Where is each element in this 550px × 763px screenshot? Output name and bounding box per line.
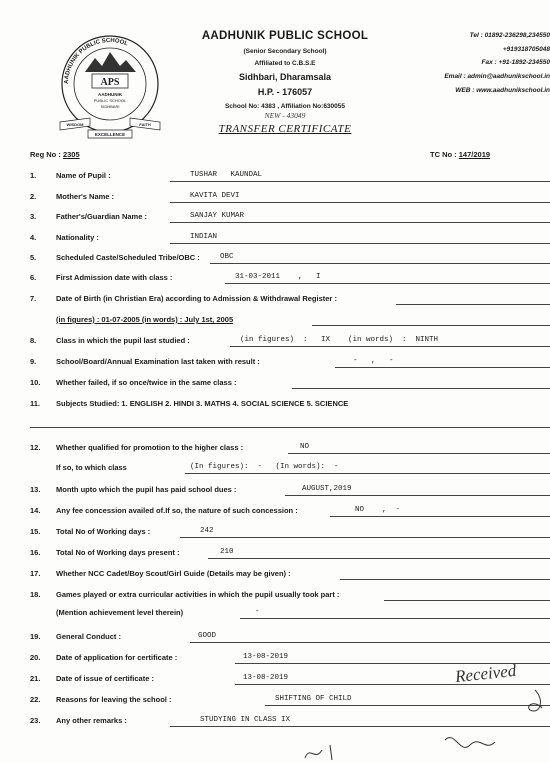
row-label: Reasons for leaving the school : <box>56 695 172 704</box>
row-label: Date of Birth (in Christian Era) according to Admission & Withdrawal Register : <box>56 294 337 303</box>
school-logo <box>50 22 170 154</box>
row-value: 13-08-2019 <box>243 674 289 682</box>
row-number: 9. <box>30 357 37 366</box>
row-label: Subjects Studied: 1. ENGLISH 2. HINDI 3. MATHS 4. SOCIAL SCIENCE 5. SCIENCE <box>56 399 349 408</box>
row-number: 15. <box>30 527 41 536</box>
logo-banner-right: FAITH <box>139 122 151 127</box>
logo-banner-bottom: EXCELLENCE <box>94 132 126 137</box>
row-label: First Admission date with class : <box>56 273 173 282</box>
row-label: School/Board/Annual Examination last taken with result : <box>56 357 260 366</box>
row-label: Name of Pupil : <box>56 171 111 180</box>
handwritten-number: NEW - 43049 <box>264 111 306 120</box>
row-label: Mother's Name : <box>56 192 115 201</box>
row-number: 10. <box>30 378 41 387</box>
reg-no-label: Reg No : <box>30 150 61 159</box>
certificate-title: TRANSFER CERTIFICATE <box>218 123 352 135</box>
logo-name-line: SIDHBARI <box>100 104 120 109</box>
tc-no <box>430 150 490 159</box>
row-number: 3. <box>30 212 37 221</box>
row-value: - , - <box>353 357 394 365</box>
state-pin: H.P. - 176057 <box>257 87 313 97</box>
reg-no <box>30 150 80 159</box>
row-value: AUGUST,2019 <box>302 485 352 493</box>
row-label: Class in which the pupil last studied : <box>56 336 190 345</box>
row-label: Date of issue of certificate : <box>56 674 154 683</box>
telephone: Tel : 01892-236298,234550 <box>469 32 550 39</box>
row-value: (in figures) : IX (in words) : NINTH <box>240 336 439 344</box>
row-number: 16. <box>30 548 41 557</box>
row-label: Date of application for certificate : <box>56 653 178 662</box>
row-label: Whether failed, if so once/twice in the same class : <box>56 378 237 387</box>
row-number: 13. <box>30 485 41 494</box>
logo-name-line: AADHUNIK <box>98 92 122 97</box>
row-value: NO , - <box>355 506 401 514</box>
row-number: 4. <box>30 233 37 242</box>
row-number: 7. <box>30 294 37 303</box>
fax: Fax : +91-1892-234550 <box>481 59 550 66</box>
logo-name-line: PUBLIC SCHOOL <box>93 98 127 103</box>
row-value: SHIFTING OF CHILD <box>275 695 352 703</box>
row-label: General Conduct : <box>56 632 122 641</box>
row-label: Games played or extra curricular activities in which the pupil usually took part : <box>56 590 340 599</box>
row-number: 19. <box>30 632 41 641</box>
row-label: Whether NCC Cadet/Boy Scout/Girl Guide (Details may be given) : <box>56 569 291 578</box>
affiliation: Affiliated to C.B.S.E <box>254 60 316 67</box>
row-label: (Mention achievement level therein) <box>56 608 184 617</box>
tc-no-value: 147/2019 <box>458 150 491 159</box>
row-value: - <box>255 608 260 616</box>
row-value: NO <box>300 443 310 451</box>
row-value: 242 <box>200 527 214 535</box>
row-value: INDIAN <box>190 233 218 241</box>
row-label: Whether qualified for promotion to the higher class : <box>56 443 244 452</box>
row-number: 1. <box>30 171 37 180</box>
signature-scribble <box>440 660 550 760</box>
school-name: AADHUNIK PUBLIC SCHOOL <box>201 30 369 42</box>
row-value: 13-08-2019 <box>243 653 289 661</box>
row-number: 17. <box>30 569 41 578</box>
row-label: Any fee concession availed of.If so, the nature of such concession : <box>56 506 298 515</box>
row-label: Father's/Guardian Name : <box>56 212 147 221</box>
received-note: Received <box>454 660 518 687</box>
row-value: GOOD <box>198 632 217 640</box>
row-label: Scheduled Caste/Scheduled Tribe/OBC : <box>56 253 200 262</box>
row-number: 20. <box>30 653 41 662</box>
school-level: (Senior Secondary School) <box>243 48 327 55</box>
row-value: KAVITA DEVI <box>190 192 240 200</box>
address: Sidhbari, Dharamsala <box>238 72 332 82</box>
logo-initials: APS <box>100 77 120 88</box>
row-number: 22. <box>30 695 41 704</box>
signature-scribble <box>300 740 360 763</box>
row-number: 23. <box>30 716 41 725</box>
row-number: 21. <box>30 674 41 683</box>
website: WEB : www.aadhunikschool.in <box>455 87 550 94</box>
tc-no-label: TC No : <box>430 150 457 159</box>
row-value: STUDYING IN CLASS IX <box>200 716 291 724</box>
row-label: Any other remarks : <box>56 716 127 725</box>
row-label: (in figures) : 01-07-2005 (in words) : July 1st, 2005 <box>56 315 234 324</box>
school-number: School No: 4383 , Affiliation No:630055 <box>224 103 346 110</box>
row-number: 18. <box>30 590 41 599</box>
row-label: Total No of Working days present : <box>56 548 180 557</box>
mobile: +919318705048 <box>502 46 550 53</box>
row-value: SANJAY KUMAR <box>190 212 245 220</box>
row-value: 210 <box>220 548 234 556</box>
row-number: 6. <box>30 273 37 282</box>
row-value: TUSHAR KAUNDAL <box>190 171 263 179</box>
row-value: 31-03-2011 , I <box>235 273 321 281</box>
row-number: 12. <box>30 443 41 452</box>
logo-ring-text: AADHUNIK PUBLIC SCHOOL <box>63 37 129 85</box>
row-number: 2. <box>30 192 37 201</box>
logo-banner-left: WISDOM <box>66 122 84 127</box>
row-label: If so, to which class <box>56 463 127 472</box>
row-value: OBC <box>220 253 234 261</box>
row-number: 8. <box>30 336 37 345</box>
row-label: Total No of Working days : <box>56 527 151 536</box>
reg-no-value: 2305 <box>62 150 80 159</box>
row-number: 5. <box>30 253 37 262</box>
row-number: 14. <box>30 506 41 515</box>
row-label: Nationality : <box>56 233 99 242</box>
row-label: Month upto which the pupil has paid school dues : <box>56 485 237 494</box>
row-value: (In figures): - (In words): - <box>190 463 339 471</box>
email: Email : admin@aadhunikschool.in <box>444 73 550 80</box>
row-number: 11. <box>30 399 41 408</box>
